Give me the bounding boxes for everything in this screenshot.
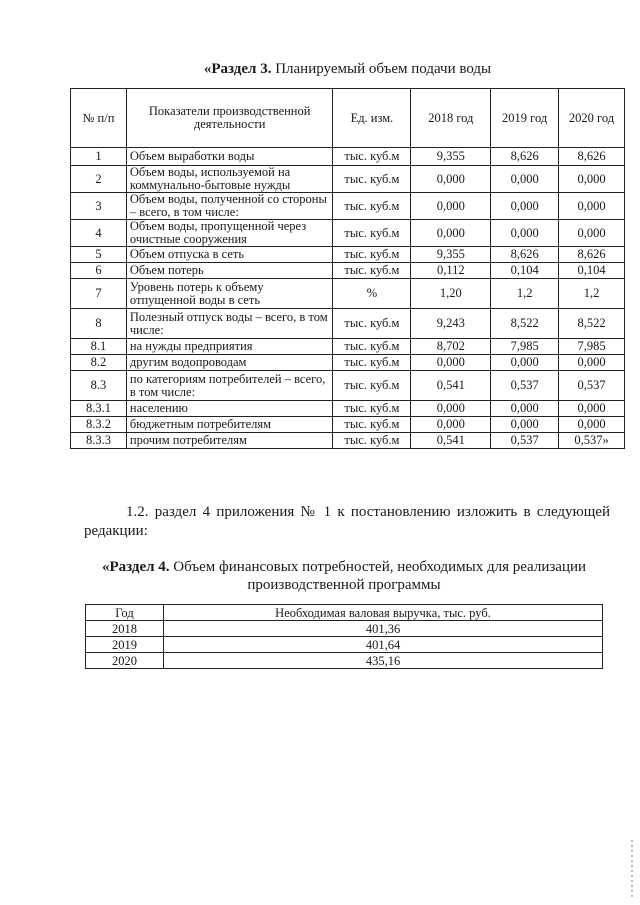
row-indicator: бюджетным потребителям — [126, 417, 333, 433]
section3-title-text: Планируемый объем подачи воды — [271, 61, 492, 77]
row-value-2019: 8,626 — [491, 148, 559, 166]
row-unit: % — [333, 279, 411, 309]
table-row — [71, 355, 625, 371]
row-number: 8.3.1 — [71, 401, 127, 417]
row-number: 5 — [71, 247, 127, 263]
row-value-2020: 0,104 — [559, 263, 625, 279]
row-value-2018: 0,541 — [411, 371, 491, 401]
row-revenue: 401,36 — [164, 621, 603, 637]
row-value-2019: 0,537 — [491, 371, 559, 401]
row-indicator: Объем воды, пропущенной через очистные сооружения — [126, 220, 333, 247]
row-value-2018: 8,702 — [411, 339, 491, 355]
row-number: 8.1 — [71, 339, 127, 355]
row-value-2018: 0,541 — [411, 433, 491, 449]
row-value-2020: 8,626 — [559, 247, 625, 263]
water-supply-table — [70, 88, 625, 449]
row-number: 3 — [71, 193, 127, 220]
section4-title-text: Объем финансовых потребностей, необходимых для реализации производственной программы — [169, 559, 587, 593]
table-row — [71, 247, 625, 263]
row-indicator: на нужды предприятия — [126, 339, 333, 355]
header-unit: Ед. изм. — [333, 89, 411, 148]
row-number: 1 — [71, 148, 127, 166]
row-value-2019: 8,522 — [491, 309, 559, 339]
header-2018: 2018 год — [411, 89, 491, 148]
row-unit: тыс. куб.м — [333, 247, 411, 263]
row-unit: тыс. куб.м — [333, 309, 411, 339]
table-row — [71, 433, 625, 449]
row-year: 2018 — [86, 621, 164, 637]
header-2020: 2020 год — [559, 89, 625, 148]
row-value-2019: 0,537 — [491, 433, 559, 449]
row-value-2018: 0,000 — [411, 417, 491, 433]
row-unit: тыс. куб.м — [333, 371, 411, 401]
row-indicator: другим водопроводам — [126, 355, 333, 371]
row-value-2018: 0,112 — [411, 263, 491, 279]
table-row — [71, 166, 625, 193]
row-value-2020: 0,000 — [559, 401, 625, 417]
row-value-2019: 0,000 — [491, 355, 559, 371]
row-number: 8.3.3 — [71, 433, 127, 449]
amendment-paragraph: 1.2. раздел 4 приложения № 1 к постановлению изложить в следующей редакции: — [84, 504, 610, 539]
section4-title-bold: «Раздел 4. — [101, 559, 170, 575]
row-number: 6 — [71, 263, 127, 279]
row-unit: тыс. куб.м — [333, 355, 411, 371]
row-indicator: Объем отпуска в сеть — [126, 247, 333, 263]
table-header-row — [71, 89, 625, 148]
row-unit: тыс. куб.м — [333, 417, 411, 433]
row-value-2020: 8,626 — [559, 148, 625, 166]
row-value-2020: 0,000 — [559, 166, 625, 193]
row-unit: тыс. куб.м — [333, 148, 411, 166]
row-value-2018: 1,20 — [411, 279, 491, 309]
table-row — [71, 279, 625, 309]
row-value-2018: 0,000 — [411, 355, 491, 371]
row-value-2019: 0,000 — [491, 166, 559, 193]
row-value-2020: 0,000 — [559, 417, 625, 433]
row-indicator: прочим потребителям — [126, 433, 333, 449]
row-unit: тыс. куб.м — [333, 339, 411, 355]
row-indicator: Уровень потерь к объему отпущенной воды в сеть — [126, 279, 333, 309]
row-value-2019: 7,985 — [491, 339, 559, 355]
row-number: 8.2 — [71, 355, 127, 371]
row-value-2018: 9,355 — [411, 247, 491, 263]
row-revenue: 401,64 — [164, 637, 603, 653]
row-value-2019: 0,000 — [491, 401, 559, 417]
table-row — [71, 309, 625, 339]
row-indicator: Полезный отпуск воды – всего, в том числе: — [126, 309, 333, 339]
row-value-2018: 0,000 — [411, 193, 491, 220]
row-value-2020: 0,000 — [559, 355, 625, 371]
row-number: 2 — [71, 166, 127, 193]
section3-title-bold: «Раздел 3. — [203, 61, 272, 77]
header-2019: 2019 год — [491, 89, 559, 148]
table-row — [86, 653, 603, 669]
row-unit: тыс. куб.м — [333, 401, 411, 417]
table-header-row — [86, 605, 603, 621]
row-number: 4 — [71, 220, 127, 247]
row-unit: тыс. куб.м — [333, 220, 411, 247]
table-row — [86, 621, 603, 637]
row-value-2018: 0,000 — [411, 401, 491, 417]
section4-heading — [85, 558, 603, 594]
row-value-2020: 1,2 — [559, 279, 625, 309]
row-value-2020: 0,000 — [559, 220, 625, 247]
row-year: 2020 — [86, 653, 164, 669]
row-value-2019: 0,000 — [491, 220, 559, 247]
section3-heading — [70, 60, 625, 78]
row-value-2020: 7,985 — [559, 339, 625, 355]
row-value-2020: 0,000 — [559, 193, 625, 220]
row-number: 8.3 — [71, 371, 127, 401]
table-row — [71, 417, 625, 433]
row-unit: тыс. куб.м — [333, 193, 411, 220]
header-revenue: Необходимая валовая выручка, тыс. руб. — [164, 605, 603, 621]
table-row — [71, 371, 625, 401]
row-value-2018: 0,000 — [411, 166, 491, 193]
row-value-2020: 0,537» — [559, 433, 625, 449]
header-number: № п/п — [71, 89, 127, 148]
row-unit: тыс. куб.м — [333, 263, 411, 279]
row-indicator: Объем выработки воды — [126, 148, 333, 166]
row-value-2018: 9,243 — [411, 309, 491, 339]
row-unit: тыс. куб.м — [333, 433, 411, 449]
row-year: 2019 — [86, 637, 164, 653]
row-indicator: по категориям потребителей – всего, в том числе: — [126, 371, 333, 401]
row-value-2019: 0,000 — [491, 417, 559, 433]
table-row — [86, 637, 603, 653]
row-value-2019: 8,626 — [491, 247, 559, 263]
row-value-2019: 0,104 — [491, 263, 559, 279]
row-value-2018: 9,355 — [411, 148, 491, 166]
row-unit: тыс. куб.м — [333, 166, 411, 193]
table-row — [71, 148, 625, 166]
scan-edge-mark — [631, 840, 633, 900]
row-revenue: 435,16 — [164, 653, 603, 669]
row-number: 8.3.2 — [71, 417, 127, 433]
row-indicator: Объем воды, используемой на коммунально-бытовые нужды — [126, 166, 333, 193]
row-indicator: Объем потерь — [126, 263, 333, 279]
row-number: 7 — [71, 279, 127, 309]
row-value-2019: 0,000 — [491, 193, 559, 220]
row-value-2020: 8,522 — [559, 309, 625, 339]
table-row — [71, 193, 625, 220]
table-row — [71, 401, 625, 417]
row-number: 8 — [71, 309, 127, 339]
table-row — [71, 220, 625, 247]
row-value-2020: 0,537 — [559, 371, 625, 401]
table-row — [71, 263, 625, 279]
header-year: Год — [86, 605, 164, 621]
row-indicator: населению — [126, 401, 333, 417]
header-indicator: Показатели производственной деятельности — [126, 89, 333, 148]
table-row — [71, 339, 625, 355]
row-value-2018: 0,000 — [411, 220, 491, 247]
revenue-table — [85, 604, 603, 669]
row-value-2019: 1,2 — [491, 279, 559, 309]
row-indicator: Объем воды, полученной со стороны – всего, в том числе: — [126, 193, 333, 220]
